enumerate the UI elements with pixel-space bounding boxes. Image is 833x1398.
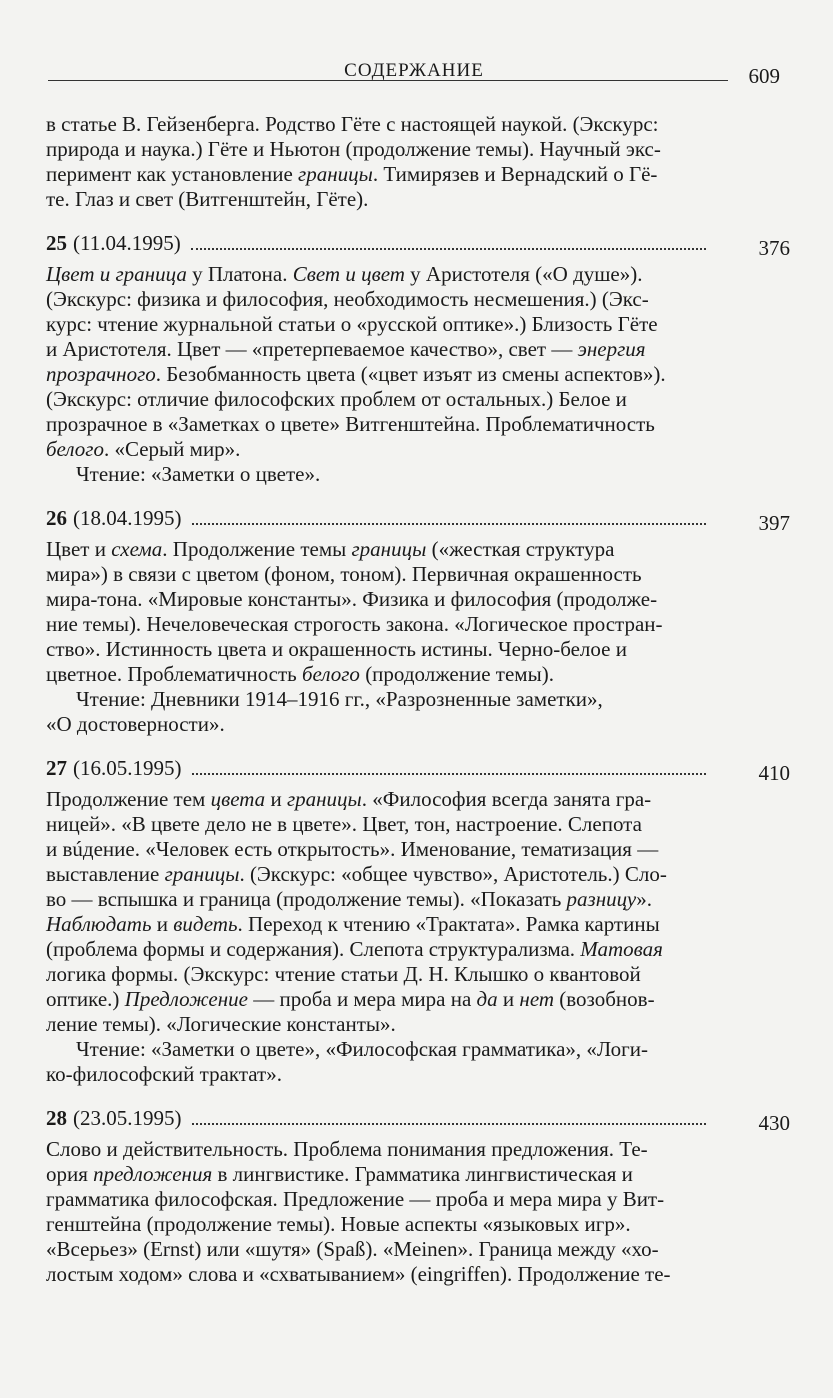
description-line: выставление границы. (Экскурс: «общее чувство», Аристотель.) Сло- (46, 862, 667, 886)
reading-note: Чтение: «Заметки о цвете», «Философская грамматика», «Логи- (76, 1037, 648, 1061)
description-line: Цвет и схема. Продолжение темы границы («жесткая структура (46, 537, 615, 561)
lecture-date: (16.05.1995) (73, 756, 182, 780)
description-line: (Экскурс: отличие философских проблем от остальных.) Белое и (46, 387, 627, 411)
lecture-date: (18.04.1995) (73, 506, 182, 530)
description-line: Слово и действительность. Проблема понимания предложения. Те- (46, 1137, 648, 1161)
description-line: «Всерьез» (Ernst) или «шутя» (Spaß). «Meinen». Граница между «хо- (46, 1237, 659, 1261)
intro-line: те. Глаз и свет (Витгенштейн, Гёте). (46, 187, 369, 211)
reading-note: Чтение: «Заметки о цвете». (76, 462, 321, 486)
description-line: грамматика философская. Предложение — проба и мера мира у Вит- (46, 1187, 665, 1211)
running-header (48, 58, 780, 90)
description-line: цветное. Проблематичность белого (продолжение темы). (46, 662, 554, 686)
description-line: прозрачное в «Заметках о цвете» Витгенштейна. Проблематичность (46, 412, 655, 436)
header-rule (48, 80, 728, 81)
intro-line: перимент как установление границы. Тимирязев и Вернадский о Гё- (46, 162, 658, 186)
description-line: (проблема формы и содержания). Слепота структурализма. Матовая (46, 937, 663, 961)
leader-dots (192, 1105, 707, 1125)
entry-description (46, 787, 762, 1037)
page-reference: 430 (758, 1111, 790, 1135)
lecture-number: 27 (46, 756, 67, 780)
description-line: прозрачного. Безобманность цвета («цвет изъят из смены аспектов»). (46, 362, 666, 386)
description-line: Цвет и граница у Платона. Свет и цвет у Аристотеля («О душе»). (46, 262, 643, 286)
page-number: 609 (748, 64, 780, 88)
reading-note: Чтение: Дневники 1914–1916 гг., «Разрозненные заметки», (76, 687, 603, 711)
entries-list (46, 230, 790, 1287)
description-line: ление темы). «Логические константы». (46, 1012, 396, 1036)
lecture-number: 26 (46, 506, 67, 530)
intro-paragraph (46, 112, 762, 212)
description-line: генштейна (продолжение темы). Новые аспекты «языковых игр». (46, 1212, 631, 1236)
intro-line: природа и наука.) Гёте и Ньютон (продолжение темы). Научный экс- (46, 137, 661, 161)
intro-line: в статье В. Гейзенберга. Родство Гёте с настоящей наукой. (Экскурс: (46, 112, 659, 136)
description-line: белого. «Серый мир». (46, 437, 241, 461)
description-line: и Аристотеля. Цвет — «претерпеваемое качество», свет — энергия (46, 337, 646, 361)
lecture-number: 28 (46, 1106, 67, 1130)
leader-dots (192, 755, 707, 775)
lecture-date: (23.05.1995) (73, 1106, 182, 1130)
description-line: Наблюдать и видеть. Переход к чтению «Трактата». Рамка картины (46, 912, 660, 936)
entry-description (46, 262, 762, 462)
lecture-entry (46, 230, 790, 487)
reading-note: ко-философский трактат». (46, 1062, 282, 1086)
description-line: во — вспышка и граница (продолжение темы). «Показать разницу». (46, 887, 652, 911)
reading-note: «О достоверности». (46, 712, 225, 736)
description-line: ние темы). Нечеловеческая строгость закона. «Логическое простран- (46, 612, 663, 636)
description-line: логика формы. (Экскурс: чтение статьи Д. Н. Клышко о квантовой (46, 962, 641, 986)
entry-heading (46, 505, 790, 535)
leader-dots (192, 505, 707, 525)
description-line: лостым ходом» слова и «схватыванием» (eingriffen). Продолжение те- (46, 1262, 671, 1286)
description-line: мира») в связи с цветом (фоном, тоном). Первичная окрашенность (46, 562, 642, 586)
page-reference: 376 (758, 236, 790, 260)
contents-body (46, 112, 790, 1287)
description-line: курс: чтение журнальной статьи о «русской оптике».) Близость Гёте (46, 312, 658, 336)
running-title: СОДЕРЖАНИЕ (344, 60, 484, 81)
lecture-entry (46, 1105, 790, 1287)
description-line: ория предложения в лингвистике. Грамматика лингвистическая и (46, 1162, 633, 1186)
page-reference: 410 (758, 761, 790, 785)
page-reference: 397 (758, 511, 790, 535)
lecture-entry (46, 505, 790, 737)
entry-heading (46, 1105, 790, 1135)
entry-heading (46, 755, 790, 785)
description-line: ство». Истинность цвета и окрашенность истины. Черно-белое и (46, 637, 627, 661)
lecture-entry (46, 755, 790, 1087)
lecture-date: (11.04.1995) (73, 231, 181, 255)
entry-description (46, 537, 762, 687)
description-line: ницей». «В цвете дело не в цвете». Цвет, тон, настроение. Слепота (46, 812, 642, 836)
entry-heading (46, 230, 790, 260)
description-line: и вúдение. «Человек есть открытость». Именование, тематизация — (46, 837, 659, 861)
entry-description (46, 1137, 762, 1287)
leader-dots (191, 230, 706, 250)
description-line: (Экскурс: физика и философия, необходимость несмешения.) (Экс- (46, 287, 649, 311)
description-line: оптике.) Предложение — проба и мера мира на да и нет (возобнов- (46, 987, 655, 1011)
description-line: мира-тона. «Мировые константы». Физика и философия (продолже- (46, 587, 658, 611)
lecture-number: 25 (46, 231, 67, 255)
description-line: Продолжение тем цвета и границы. «Философия всегда занята гра- (46, 787, 652, 811)
